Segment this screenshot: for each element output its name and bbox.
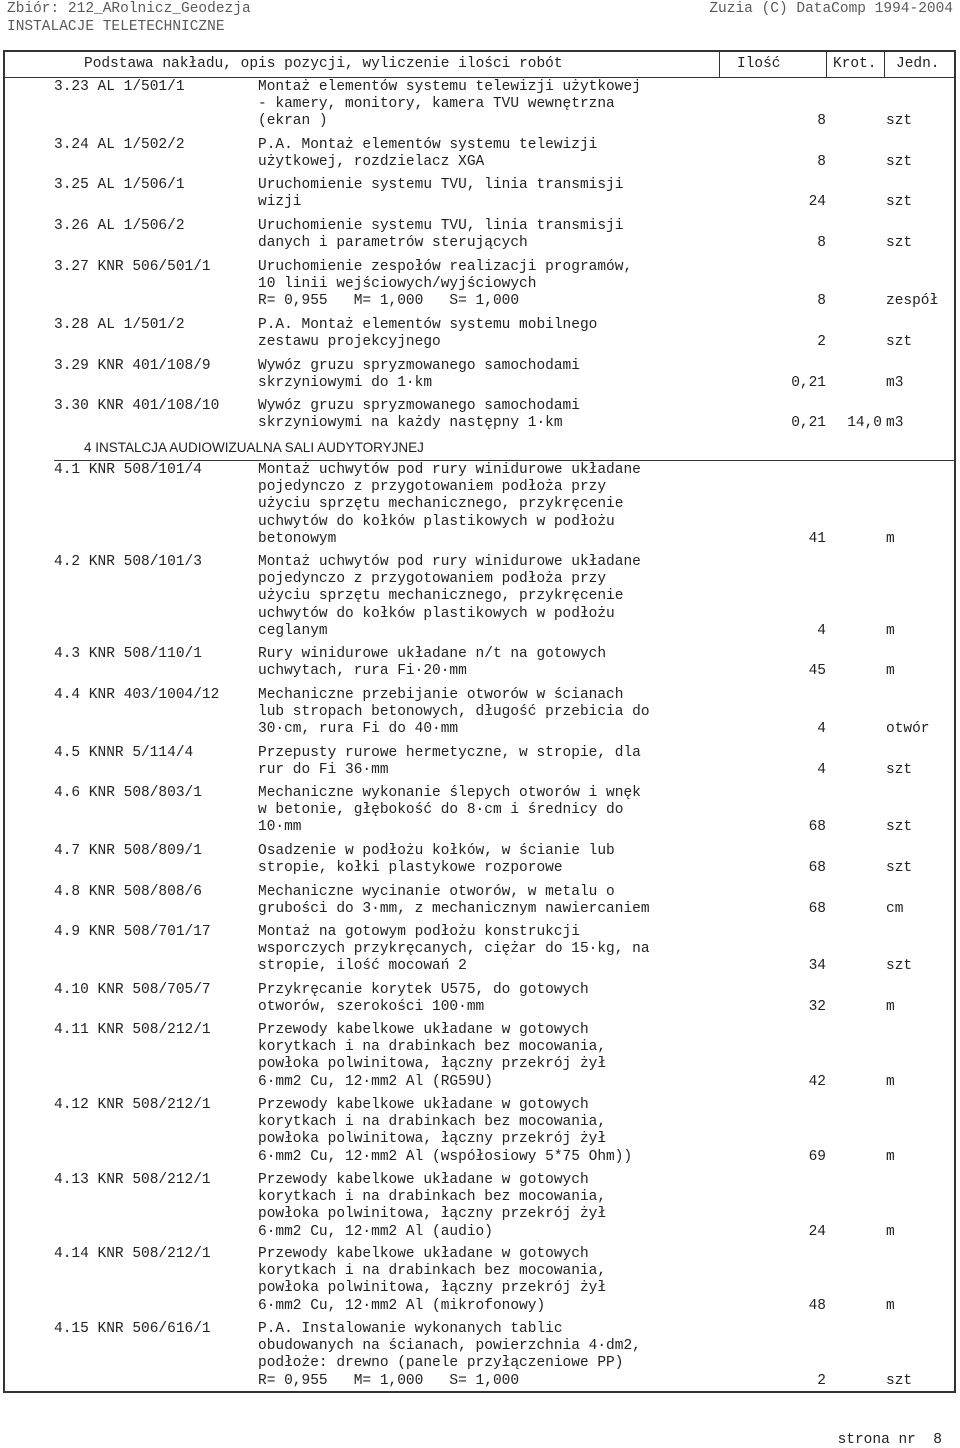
row-description-line: Uruchomienie systemu TVU, linia transmisji <box>258 177 624 193</box>
row-position-code: 3.25 AL 1/506/1 <box>54 177 185 193</box>
column-header-multiplier: Krot. <box>833 56 877 72</box>
row-description-line: grubości do 3·mm, z mechanicznym nawiercaniem <box>258 901 650 918</box>
row-quantity: 45 <box>808 663 826 680</box>
row-position-code: 4.11 KNR 508/212/1 <box>54 1022 211 1038</box>
row-description-line: Montaż uchwytów pod rury winidurowe układane <box>258 554 641 570</box>
row-position-code: 4.9 KNR 508/701/17 <box>54 924 211 940</box>
row-quantity: 24 <box>808 194 826 211</box>
row-position-code: 3.28 AL 1/501/2 <box>54 317 185 333</box>
column-header-unit: Jedn. <box>896 56 940 72</box>
row-quantity: 4 <box>817 622 826 639</box>
row-position-code: 4.4 KNR 403/1004/12 <box>54 687 220 703</box>
row-description-line: wsporczych przykręcanych, ciężar do 15·kg, na <box>258 941 650 958</box>
row-description-line: Mechaniczne przebijanie otworów w ścianach <box>258 687 624 703</box>
row-quantity: 69 <box>808 1148 826 1165</box>
row-position-code: 3.26 AL 1/506/2 <box>54 218 185 234</box>
row-quantity: 2 <box>817 334 826 351</box>
row-unit: m <box>886 622 895 639</box>
row-description-line: Uruchomienie zespołów realizacji programów, <box>258 259 633 275</box>
row-description-line: 6·mm2 Cu, 12·mm2 Al (mikrofonowy) <box>258 1297 546 1314</box>
row-description-line: korytkach i na drabinkach bez mocowania, <box>258 1263 607 1280</box>
row-multiplier: 14,0 <box>847 415 882 432</box>
row-quantity: 2 <box>817 1372 826 1389</box>
row-description-line: rur do Fi 36·mm <box>258 762 389 779</box>
row-description-line: Montaż uchwytów pod rury winidurowe układane <box>258 462 641 478</box>
row-quantity: 68 <box>808 901 826 918</box>
row-description-line: korytkach i na drabinkach bez mocowania, <box>258 1189 607 1206</box>
row-description-line: Przykręcanie korytek U575, do gotowych <box>258 982 589 998</box>
row-quantity: 8 <box>817 293 826 310</box>
row-description-line: 6·mm2 Cu, 12·mm2 Al (współosiowy 5*75 Ohm)) <box>258 1148 633 1165</box>
row-description-line: stropie, kołki plastykowe rozporowe <box>258 860 563 877</box>
header-collection: Zbiór: 212_ARolnicz_Geodezja <box>7 1 251 17</box>
divider <box>54 460 956 461</box>
row-description-line: uchwytach, rura Fi·20·mm <box>258 663 467 680</box>
page-number-value: 8 <box>933 1432 942 1448</box>
row-description-line: użyciu sprzętu mechanicznego, przykręcenie <box>258 588 624 605</box>
row-position-code: 4.6 KNR 508/803/1 <box>54 785 202 801</box>
row-unit: m <box>886 1148 895 1165</box>
row-description-line: obudowanych na ścianach, powierzchnia 4·dm2, <box>258 1338 641 1355</box>
row-description-line: skrzyniowymi na każdy następny 1·km <box>258 415 563 432</box>
row-position-code: 3.27 KNR 506/501/1 <box>54 259 211 275</box>
row-description-line: użyciu sprzętu mechanicznego, przykręcenie <box>258 496 624 513</box>
page-number <box>838 1432 942 1448</box>
row-unit: szt <box>886 860 913 877</box>
row-unit: szt <box>886 958 913 975</box>
divider <box>719 52 720 77</box>
row-description-line: podłoże: drewno (panele przyłączeniowe PP) <box>258 1355 624 1372</box>
row-quantity: 68 <box>808 819 826 836</box>
row-description-line: Wywóz gruzu spryzmowanego samochodami <box>258 398 580 414</box>
row-description-line: powłoka polwinitowa, łączny przekrój żył <box>258 1056 607 1073</box>
row-position-code: 4.5 KNNR 5/114/4 <box>54 745 194 761</box>
row-description-line: wizji <box>258 194 302 211</box>
section-title: 4 INSTALCJA AUDIOWIZUALNA SALI AUDYTORYJNEJ <box>84 440 424 455</box>
row-position-code: 4.8 KNR 508/808/6 <box>54 884 202 900</box>
row-unit: m <box>886 530 895 547</box>
row-description-line: 10 linii wejściowych/wyjściowych <box>258 276 537 293</box>
row-description-line: powłoka polwinitowa, łączny przekrój żył <box>258 1131 607 1148</box>
row-position-code: 4.3 KNR 508/110/1 <box>54 646 202 662</box>
row-description-line: użytkowej, rozdzielacz XGA <box>258 154 485 171</box>
header-software: Zuzia (C) DataComp 1994-2004 <box>709 1 953 17</box>
row-unit: m <box>886 663 895 680</box>
row-description-line: R= 0,955 M= 1,000 S= 1,000 <box>258 293 520 310</box>
row-description-line: uchwytów do kołków plastikowych w podłożu <box>258 513 615 530</box>
row-quantity: 42 <box>808 1073 826 1090</box>
page-label: strona nr <box>837 1432 916 1448</box>
row-description-line: Montaż na gotowym podłożu konstrukcji <box>258 924 580 940</box>
row-quantity: 4 <box>817 762 826 779</box>
row-position-code: 3.29 KNR 401/108/9 <box>54 358 211 374</box>
row-description-line: powłoka polwinitowa, łączny przekrój żył <box>258 1280 607 1297</box>
row-description-line: Rury winidurowe układane n/t na gotowych <box>258 646 607 662</box>
row-quantity: 8 <box>817 235 826 252</box>
row-description-line: skrzyniowymi do 1·km <box>258 375 433 392</box>
row-description-line: Montaż elementów systemu telewizji użytkowej <box>258 79 641 95</box>
row-description-line: powłoka polwinitowa, łączny przekrój żył <box>258 1206 607 1223</box>
row-unit: szt <box>886 334 913 351</box>
row-unit: szt <box>886 762 913 779</box>
row-description-line: stropie, ilość mocowań 2 <box>258 958 467 975</box>
row-position-code: 3.24 AL 1/502/2 <box>54 137 185 153</box>
row-description-line: danych i parametrów sterujących <box>258 235 528 252</box>
row-description-line: lub stropach betonowych, długość przebicia do <box>258 704 650 721</box>
row-description-line: Uruchomienie systemu TVU, linia transmisji <box>258 218 624 234</box>
row-description-line: Przewody kabelkowe układane w gotowych <box>258 1022 589 1038</box>
row-quantity: 8 <box>817 113 826 130</box>
row-unit: m <box>886 1223 895 1240</box>
header-section: INSTALACJE TELETECHNICZNE <box>7 19 225 35</box>
row-description-line: Mechaniczne wycinanie otworów, w metalu o <box>258 884 615 900</box>
column-header-quantity: Ilość <box>737 56 781 72</box>
row-quantity: 41 <box>808 530 826 547</box>
row-quantity: 8 <box>817 154 826 171</box>
row-position-code: 3.23 AL 1/501/1 <box>54 79 185 95</box>
row-quantity: 34 <box>808 958 826 975</box>
row-description-line: Mechaniczne wykonanie ślepych otworów i wnęk <box>258 785 641 801</box>
row-description-line: R= 0,955 M= 1,000 S= 1,000 <box>258 1372 520 1389</box>
row-description-line: - kamery, monitory, kamera TVU wewnętrzna <box>258 96 615 113</box>
row-position-code: 4.7 KNR 508/809/1 <box>54 843 202 859</box>
row-description-line: P.A. Montaż elementów systemu mobilnego <box>258 317 598 333</box>
row-description-line: Osadzenie w podłożu kołków, w ścianie lub <box>258 843 615 859</box>
row-position-code: 4.14 KNR 508/212/1 <box>54 1246 211 1262</box>
row-description-line: w betonie, głębokość do 8·cm i średnicy do <box>258 802 624 819</box>
row-description-line: zestawu projekcyjnego <box>258 334 441 351</box>
row-description-line: 6·mm2 Cu, 12·mm2 Al (audio) <box>258 1223 493 1240</box>
row-unit: otwór <box>886 721 930 738</box>
row-description-line: pojedynczo z przygotowaniem podłoża przy <box>258 479 607 496</box>
row-quantity: 0,21 <box>791 375 826 392</box>
row-description-line: 6·mm2 Cu, 12·mm2 Al (RG59U) <box>258 1073 493 1090</box>
row-description-line: korytkach i na drabinkach bez mocowania, <box>258 1039 607 1056</box>
row-position-code: 3.30 KNR 401/108/10 <box>54 398 220 414</box>
row-position-code: 4.15 KNR 506/616/1 <box>54 1321 211 1337</box>
row-description-line: Wywóz gruzu spryzmowanego samochodami <box>258 358 580 374</box>
row-quantity: 0,21 <box>791 415 826 432</box>
row-unit: szt <box>886 235 913 252</box>
row-description-line: korytkach i na drabinkach bez mocowania, <box>258 1114 607 1131</box>
row-description-line: Przewody kabelkowe układane w gotowych <box>258 1172 589 1188</box>
row-description-line: pojedynczo z przygotowaniem podłoża przy <box>258 571 607 588</box>
row-unit: m3 <box>886 375 904 392</box>
row-unit: m <box>886 999 895 1016</box>
row-unit: szt <box>886 194 913 211</box>
row-unit: szt <box>886 1372 913 1389</box>
row-description-line: Przewody kabelkowe układane w gotowych <box>258 1097 589 1113</box>
row-description-line: ceglanym <box>258 622 328 639</box>
row-description-line: P.A. Montaż elementów systemu telewizji <box>258 137 598 153</box>
row-description-line: Przepusty rurowe hermetyczne, w stropie, dla <box>258 745 641 761</box>
row-quantity: 48 <box>808 1297 826 1314</box>
row-description-line: 10·mm <box>258 819 302 836</box>
row-unit: m3 <box>886 415 904 432</box>
row-position-code: 4.1 KNR 508/101/4 <box>54 462 202 478</box>
row-unit: zespół <box>886 293 939 310</box>
row-quantity: 4 <box>817 721 826 738</box>
row-position-code: 4.13 KNR 508/212/1 <box>54 1172 211 1188</box>
row-description-line: betonowym <box>258 530 337 547</box>
row-quantity: 32 <box>808 999 826 1016</box>
row-unit: cm <box>886 901 904 918</box>
row-quantity: 68 <box>808 860 826 877</box>
row-description-line: (ekran ) <box>258 113 328 130</box>
row-unit: szt <box>886 113 913 130</box>
row-quantity: 24 <box>808 1223 826 1240</box>
row-description-line: P.A. Instalowanie wykonanych tablic <box>258 1321 563 1337</box>
row-unit: szt <box>886 154 913 171</box>
divider <box>884 52 885 77</box>
divider <box>826 52 827 77</box>
row-position-code: 4.10 KNR 508/705/7 <box>54 982 211 998</box>
row-position-code: 4.2 KNR 508/101/3 <box>54 554 202 570</box>
row-unit: m <box>886 1073 895 1090</box>
row-description-line: Przewody kabelkowe układane w gotowych <box>258 1246 589 1262</box>
row-unit: m <box>886 1297 895 1314</box>
column-header-description: Podstawa nakładu, opis pozycji, wyliczenie ilości robót <box>84 56 563 72</box>
row-description-line: otworów, szerokości 100·mm <box>258 999 485 1016</box>
row-description-line: 30·cm, rura Fi do 40·mm <box>258 721 459 738</box>
row-position-code: 4.12 KNR 508/212/1 <box>54 1097 211 1113</box>
row-description-line: uchwytów do kołków plastikowych w podłożu <box>258 605 615 622</box>
row-unit: szt <box>886 819 913 836</box>
